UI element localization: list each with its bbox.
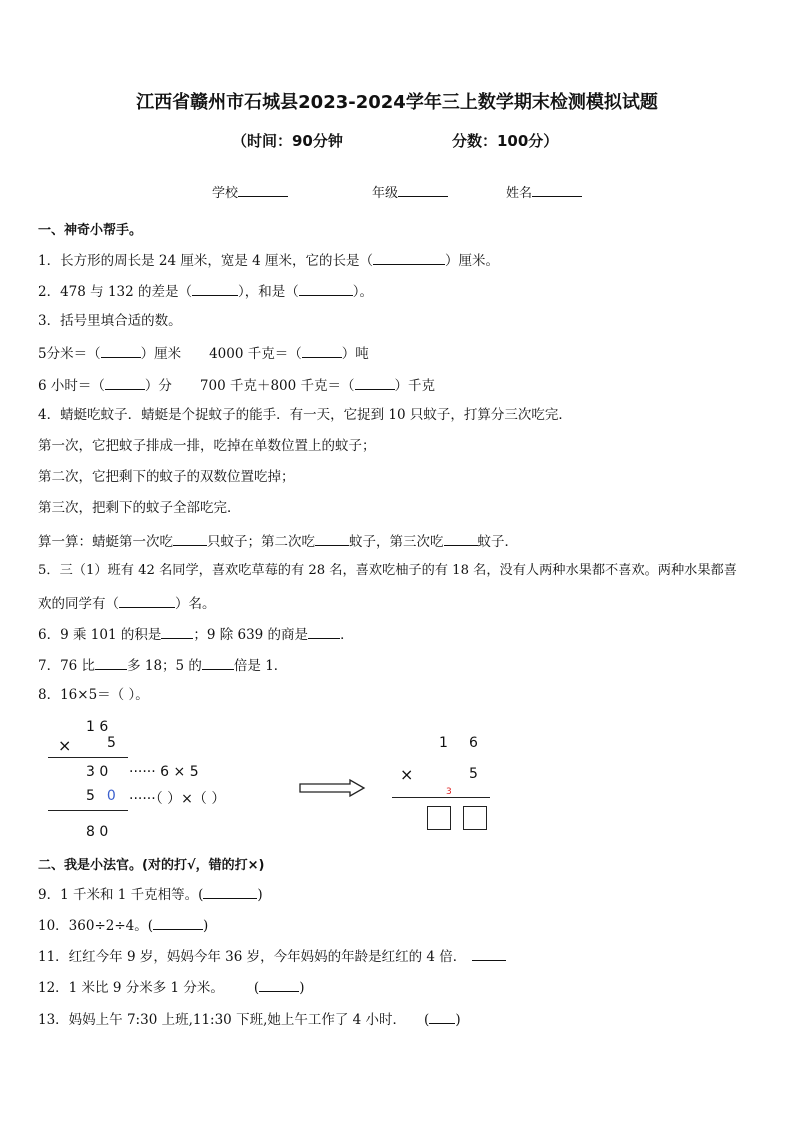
answer-box-1[interactable]	[427, 806, 451, 830]
question-6	[38, 624, 354, 644]
diagram-left-row-2: 5	[107, 735, 116, 751]
question-11	[38, 946, 506, 966]
diagram-left-row-3-note: ······ 6 × 5	[129, 764, 199, 780]
q3-blank-4[interactable]	[355, 375, 395, 390]
q4-l4-text-2: 只蚊子；第二次吃	[207, 534, 315, 550]
q10-text: 10．360÷2÷4。(	[38, 918, 154, 934]
q6-blank-2[interactable]	[308, 624, 340, 639]
answer-box-2[interactable]	[463, 806, 487, 830]
q2-text-end: ）。	[352, 284, 373, 300]
q2-blank-1[interactable]	[192, 281, 238, 296]
question-1	[38, 250, 499, 270]
q10-blank[interactable]	[153, 915, 203, 930]
q7-text-end: 倍是 1．	[233, 658, 288, 674]
q3-l1-text-2: 4000 千克＝（	[209, 346, 302, 362]
diagram-left-row-4-zero: 0	[106, 788, 116, 804]
q6-blank-1[interactable]	[161, 624, 193, 639]
q7-blank-2[interactable]	[202, 655, 234, 670]
q5-blank[interactable]	[119, 593, 175, 608]
q4-blank-2[interactable]	[315, 531, 349, 546]
diagram-right-rule	[392, 797, 490, 798]
q4-blank-3[interactable]	[444, 531, 478, 546]
q4-l4-text-3: 蚊子，第三次吃	[349, 534, 444, 550]
q3-blank-2[interactable]	[302, 343, 342, 358]
q7-blank-1[interactable]	[95, 655, 127, 670]
q9-blank[interactable]	[203, 884, 257, 899]
q13-paren-open: (	[424, 1012, 430, 1028]
q3-l2-text: 6 小时＝（	[38, 378, 105, 394]
diagram-left-row-1: 1 6	[86, 719, 109, 735]
q5-text-end: ）名。	[175, 596, 216, 612]
diagram-left-row-4-digit: 5	[86, 788, 95, 804]
q3-l2-unit-2: ）千克	[394, 378, 436, 394]
q4-l4-text-4: 蚊子．	[477, 534, 518, 550]
q3-l2-unit: ）分	[144, 378, 172, 394]
name-blank[interactable]	[532, 182, 582, 197]
q6-text-2: ；9 除 639 的商是	[193, 627, 309, 643]
diagram-left-rule-2	[48, 810, 128, 811]
q13-blank[interactable]	[429, 1009, 455, 1024]
diagram-right-times-icon: ×	[400, 765, 414, 784]
diagram-right-digit-1: 1	[439, 735, 448, 751]
q13-text: 13．妈妈上午 7:30 上班,11:30 下班,她上午工作了 4 小时．	[38, 1012, 407, 1028]
question-3-line-2	[38, 375, 435, 395]
q3-l1-text: 5分米＝（	[38, 346, 101, 362]
q13-paren-close: )	[455, 1012, 461, 1028]
question-8-stem: 8．16×5＝（ ）。	[38, 687, 149, 703]
diagram-left-row-5: 8 0	[86, 824, 109, 840]
school-field	[212, 182, 288, 201]
school-blank[interactable]	[238, 182, 288, 197]
q10-text-end: )	[203, 918, 209, 934]
q4-l4-text: 算一算：蜻蜓第一次吃	[38, 534, 173, 550]
q9-text-end: )	[257, 887, 263, 903]
diagram-right-carry: 3	[446, 787, 452, 797]
q9-text: 9．1 千米和 1 千克相等。(	[38, 887, 204, 903]
question-5-line-1: 5．三（1）班有 42 名同学，喜欢吃草莓的有 28 名，喜欢吃柚子的有 18 名，没有人两种水果都不喜欢。两种水果都喜	[38, 563, 737, 578]
q2-blank-2[interactable]	[299, 281, 353, 296]
question-3-line-1	[38, 343, 369, 363]
question-4-line-3: 第三次，把剩下的蚊子全部吃完．	[38, 500, 241, 516]
school-label: 学校	[212, 186, 239, 201]
name-field	[506, 182, 582, 201]
q3-blank-1[interactable]	[101, 343, 141, 358]
q12-text: 12．1 米比 9 分米多 1 分米。	[38, 980, 224, 996]
diagram-left-row-4	[86, 788, 116, 804]
question-12	[38, 977, 304, 997]
q6-text-end: ．	[340, 627, 354, 643]
q3-l1-unit-2: ）吨	[341, 346, 369, 362]
q12-blank[interactable]	[259, 977, 299, 992]
question-4-line-1: 第一次，它把蚊子排成一排，吃掉在单数位置上的蚊子；	[38, 438, 376, 454]
name-label: 姓名	[506, 186, 533, 201]
q3-l1-unit: ）厘米	[140, 346, 182, 362]
section-1-title: 一、神奇小帮手。	[38, 223, 143, 238]
question-7	[38, 655, 287, 675]
q11-blank[interactable]	[472, 946, 506, 961]
q7-text-2: 多 18；5 的	[127, 658, 202, 674]
question-4-stem: 4．蜻蜓吃蚊子．蜻蜓是个捉蚊子的能手．有一天，它捉到 10 只蚊子，打算分三次吃完．	[38, 407, 572, 423]
grade-field	[372, 182, 448, 201]
q2-text-mid: ），和是（	[238, 284, 299, 300]
q1-text: 1．长方形的周长是 24 厘米，宽是 4 厘米，它的长是（	[38, 253, 374, 269]
section-2-title: 二、我是小法官。(对的打√，错的打×)	[38, 858, 265, 873]
diagram-left-times-icon: ×	[58, 736, 72, 755]
question-4-line-2: 第二次，它把剩下的蚊子的双数位置吃掉；	[38, 469, 295, 485]
q3-l2-text-2: 700 千克＋800 千克＝（	[199, 378, 355, 394]
q3-blank-3[interactable]	[105, 375, 145, 390]
diagram-right-digit-5: 5	[469, 766, 478, 782]
q6-text: 6．9 乘 101 的积是	[38, 627, 162, 643]
page-title: 江西省赣州市石城县2023-2024学年三上数学期末检测模拟试题	[136, 92, 658, 113]
q11-text: 11．红红今年 9 岁，妈妈今年 36 岁，今年妈妈的年龄是红红的 4 倍．	[38, 949, 467, 965]
question-13	[38, 1009, 461, 1029]
time-label: （时间：90分钟	[232, 132, 343, 150]
q2-text: 2．478 与 132 的差是（	[38, 284, 192, 300]
question-2	[38, 281, 373, 301]
q12-paren-close: )	[299, 980, 305, 996]
question-10	[38, 915, 208, 935]
question-5-line-2	[38, 593, 216, 613]
q4-blank-1[interactable]	[173, 531, 207, 546]
score-label: 分数：100分）	[452, 132, 559, 150]
question-4-line-4	[38, 531, 518, 551]
grade-label: 年级	[372, 186, 399, 201]
question-9	[38, 884, 263, 904]
diagram-right-digit-6: 6	[469, 735, 478, 751]
question-3-stem: 3．括号里填合适的数。	[38, 313, 182, 329]
q12-paren-open: (	[253, 980, 260, 996]
diagram-left-row-3: 3 0	[86, 764, 109, 780]
diagram-left-row-4-note: ······（ ）×（ ）	[129, 791, 226, 807]
arrow-right-icon	[298, 778, 368, 798]
q1-blank[interactable]	[373, 250, 445, 265]
q5-text: 欢的同学有（	[38, 596, 119, 612]
diagram-left-rule-1	[48, 757, 128, 758]
q7-text: 7．76 比	[38, 658, 96, 674]
q1-text-end: ）厘米。	[445, 253, 500, 269]
grade-blank[interactable]	[398, 182, 448, 197]
